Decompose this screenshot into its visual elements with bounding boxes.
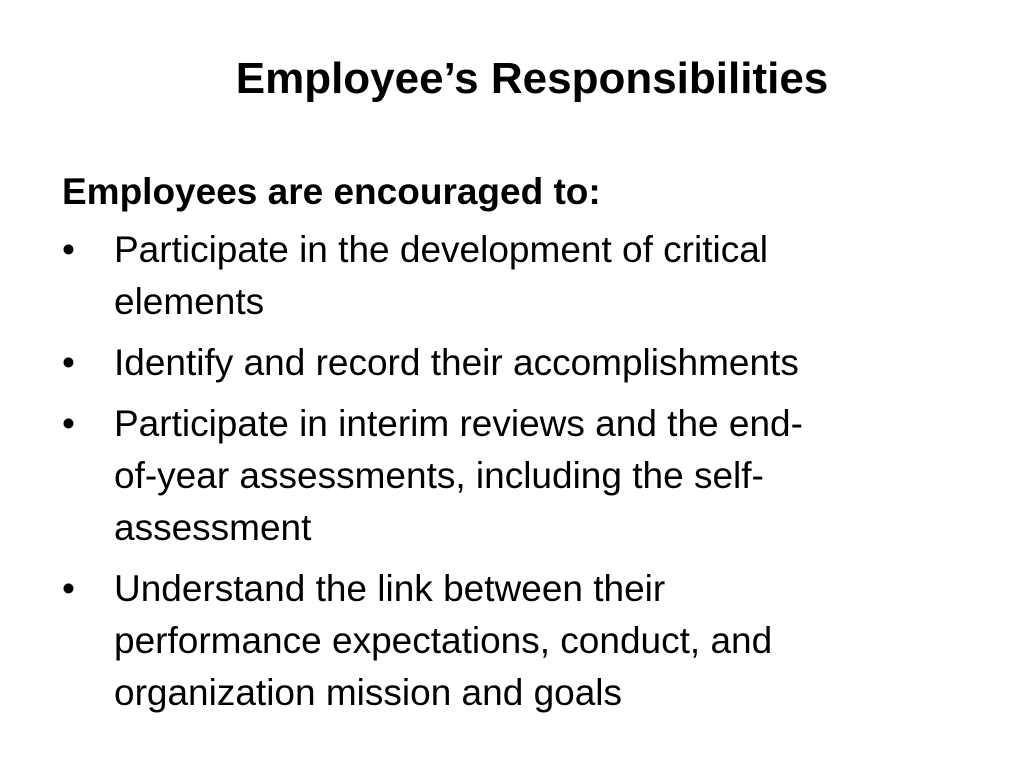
bullet-line: organization mission and goals (114, 672, 623, 713)
bullet-line: of-year assessments, including the self- (114, 455, 764, 496)
bullet-item (62, 337, 982, 389)
bullet-list (62, 224, 982, 719)
bullet-line: elements (114, 281, 265, 322)
lead-text: Employees are encouraged to: (62, 171, 601, 212)
bullet-line: Participate in the development of critical (114, 229, 769, 270)
bullet-line: Identify and record their accomplishments (114, 342, 799, 383)
bullet-line: Participate in interim reviews and the end- (114, 403, 803, 444)
bullet-item (62, 398, 982, 554)
bullet-icon: • (62, 403, 75, 444)
bullet-item (62, 224, 982, 328)
slide-title: Employee’s Responsibilities (235, 54, 829, 103)
bullet-item (62, 563, 982, 719)
bullet-icon: • (62, 342, 75, 383)
bullet-icon: • (62, 229, 75, 270)
bullet-line: performance expectations, conduct, and (114, 620, 773, 661)
bullet-line: assessment (114, 507, 312, 548)
bullet-icon: • (62, 568, 75, 609)
slide-body (62, 166, 982, 728)
bullet-line: Understand the link between their (114, 568, 666, 609)
